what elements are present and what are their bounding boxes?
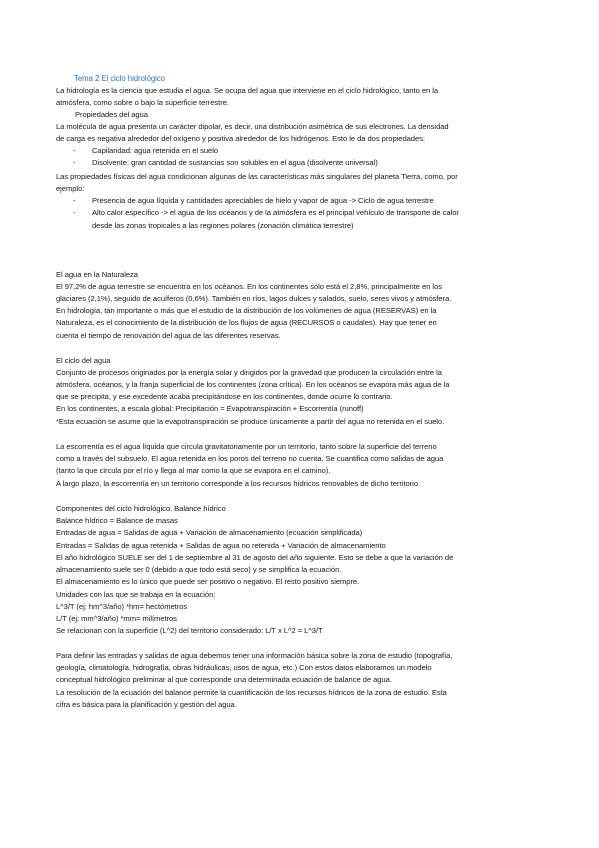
cycle-line-2: atmósfera, océanos, y la franja superficial de los continentes (zona crítica). En los océanos se evapora más agua de la [56, 380, 450, 389]
nature-line-1: El 97,2% de agua terrestre se encuentra en los océanos. En los continentes sólo está el 2,8%, principalmente en los [56, 282, 442, 291]
runoff-line-2: como a través del subsuelo. El agua retenida en los poros del terreno no cuenta. Se cuantifica como salidas de agua [56, 454, 444, 463]
runoff-line-3: (tanto la que circula por el río y llega al mar como la que se evapora en el camino). [56, 466, 331, 475]
cycle-line-1: Conjunto de procesos originados por la energía solar y dirigidos por la gravedad que producen la circulación entre la [56, 368, 442, 377]
cycle-line-4: En los continentes, a escala global: Precipitación = Evapotranspiración + Escorrentía (runoff) [56, 404, 364, 413]
components-line-6: El almacenamiento es lo único que puede ser positivo o negativo. El resto positivo siempre. [56, 577, 360, 586]
cycle-heading: El ciclo del agua [56, 356, 111, 365]
nature-line-5: cuenta el tiempo de renovación del agua de las diferentes reservas. [56, 331, 281, 340]
final-line-3: conceptual hidrológico preliminar al que corresponde una determinada ecuación de balance de agua. [56, 675, 392, 684]
components-line-8: L^3/T (ej: hm^3/año) *hm= hectómetros [56, 602, 188, 611]
list-dash: - [73, 158, 76, 167]
page-title: Tema 2 El ciclo hidrológico [74, 74, 165, 83]
nature-line-2: glaciares (2,1%), seguido de acuíferos (0,6%). También en ríos, lagos dulces y salados, suelo, seres vivos y atmósfera. [56, 294, 452, 303]
components-line-1: Balance hídrico = Balance de masas [56, 516, 178, 525]
phys-item-1: Presencia de agua líquida y cantidades apreciables de hielo y vapor de agua -> Ciclo de agua terrestre [92, 196, 434, 205]
final-line-2: geología, climatología, hidrografía, obras hidráulicas, usos de agua, etc.) Con estos datos elaboramos un modelo [56, 663, 432, 672]
intro-line-1: La hidrología es la ciencia que estudia el agua. Se ocupa del agua que interviene en el ciclo hidrológico, tanto en la [56, 86, 439, 95]
intro-line-2: atmósfera, como sobre o bajo la superficie terrestre. [56, 98, 229, 107]
props-line-2: de carga es negativa alrededor del oxígeno y positiva alrededor de los hidrógenos. Esto le da dos propiedades: [56, 134, 425, 143]
components-line-7: Unidades con las que se trabaja en la ecuación: [56, 590, 216, 599]
final-line-1: Para definir las entradas y salidas de agua debemos tener una información básica sobre la zona de estudio (topografía, [56, 651, 453, 660]
phys-line-2: ejemplo: [56, 184, 85, 193]
runoff-line-4: A largo plazo, la escorrentía en un territorio corresponde a los recursos hídricos renovables de dicho territorio. [56, 479, 421, 488]
props-item-1: Capilaridad: agua retenida en el suelo [92, 146, 219, 155]
props-heading: Propiedades del agua [75, 110, 148, 119]
final-line-5: cifra es básica para la planificación y gestión del agua. [56, 700, 237, 709]
components-line-9: L/T (ej: mm^3/año) *mm= milímetros [56, 614, 177, 623]
components-line-3: Entradas = Salidas de agua retenida + Salidas de agua no retenida + Variación de almacenamiento [56, 541, 386, 550]
cycle-line-5: *Esta ecuación se asume que la evapotranspiración se produce únicamente a partir del agua no retenida en el suelo. [56, 417, 445, 426]
phys-item-2: Alto calor específico -> el agua de los océanos y de la atmósfera es el principal vehículo de transporte de calor [92, 208, 459, 217]
nature-line-4: Naturaleza, es el conocimiento de la distribución de los flujos de agua (RECURSOS o caudales). Hay que tener en [56, 318, 437, 327]
list-dash: - [73, 208, 76, 217]
final-line-4: La resolución de la ecuación del balance permite la cuantificación de los recursos hídricos de la zona de estudio. Esta [56, 688, 447, 697]
components-line-2: Entradas de agua = Salidas de agua + Variación de almacenamiento (ecuación simplificada) [56, 528, 363, 537]
components-line-10: Se relacionan con la superficie (L^2) del territorio considerado: L/T x L^2 = L^3/T [56, 626, 323, 635]
nature-line-3: En hidrología, tan importante o más que el estudio de la distribución de los volúmenes de agua (RESERVAS) en la [56, 306, 437, 315]
components-heading: Componentes del ciclo hidrológico. Balance hídrico [56, 504, 226, 513]
props-line-1: La molécula de agua presenta un carácter dipolar, es decir, una distribución asimétrica de sus electrones. La densidad [56, 122, 449, 131]
props-item-2: Disolvente: gran cantidad de sustancias son solubles en el agua (disolvente universal) [92, 158, 378, 167]
list-dash: - [73, 196, 76, 205]
runoff-line-1: La escorrentía es el agua líquida que circula gravitatoriamente por un territorio, tanto sobre la superficie del terreno [56, 442, 437, 451]
components-line-5: almacenamiento suele ser 0 (debido a que todo está seco) y se simplifica la ecuación. [56, 565, 342, 574]
cycle-line-3: que se precipita, y ese excedente acaba precipitándose en los continentes, donde ocurre lo contrario. [56, 392, 393, 401]
phys-line-1: Las propiedades físicas del agua condicionan algunas de las características más singulares del planeta Tierra, como, por [56, 172, 458, 181]
nature-heading: El agua en la Naturaleza [56, 270, 138, 279]
components-line-4: El año hidrológico SUELE ser del 1 de septiembre al 31 de agosto del año siguiente. Esto se debe a que la variación de [56, 553, 454, 562]
list-dash: - [73, 146, 76, 155]
phys-item-2-cont: desde las zonas tropicales a las regiones polares (zonación climática terrestre) [92, 221, 354, 230]
